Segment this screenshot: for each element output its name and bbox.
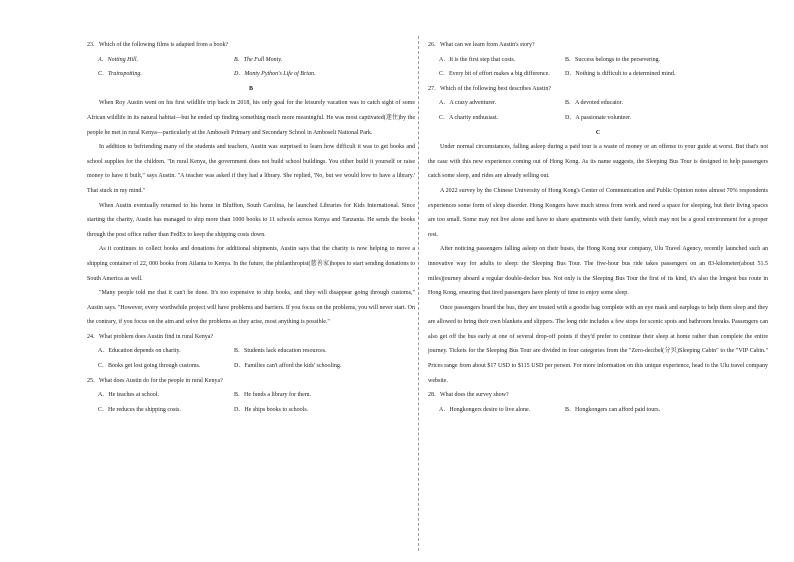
option-row xyxy=(87,67,415,82)
question-stem: 23．Which of the following films is adapted from a book? xyxy=(87,42,229,48)
question-stem: 27．Which of the following best describes Austin? xyxy=(428,85,551,92)
paragraph: When Austin eventually returned to his home in Bluffton, South Carolina, he launched Libraries for Kids International. Since starting the charity, Austin has managed to ship more than 1000 books to 11 schools across Kenya and Tanzania. He sends the books through the post office rather than FedEx to keep the shipping costs down. xyxy=(87,202,415,238)
option-a: A．He teaches at school. xyxy=(98,392,159,399)
question-stem: 24．What problem does Austin find in rural Kenya? xyxy=(87,333,214,340)
option-c: C．Books get lost going through customs. xyxy=(98,363,201,370)
right-column xyxy=(428,38,768,417)
question-26 xyxy=(428,38,768,82)
option-a: A．Education depends on charity. xyxy=(98,348,181,355)
option-row xyxy=(87,53,415,68)
option-c: C．He reduces the shipping costs. xyxy=(98,406,181,413)
paragraph: Once passengers board the bus, they are treated with a goodie bag complete with an eye mask and earplugs to help them sleep and they are allowed to bring their own blankets and slippers. The long ride includes a few stops for scenic spots and bathroom breaks. Passengers can also get off the bus early at one of several drop-off points if they'd prefer to continue their sleep at home rather than complete the entire journey. Tickets for the Sleeping Bus Tour are divided in four categories from the "Zero-decibel(分贝)Sleeping Cabin" to the "VIP Cabin." Prices range from about $17 USD to $115 USD per person. For more information on this unique experience, head to the Ulu travel company website. xyxy=(428,304,768,384)
option-row xyxy=(87,359,415,374)
option-row xyxy=(428,53,768,68)
option-d: D．Monty Python's Life of Brian. xyxy=(234,71,316,78)
option-row xyxy=(428,403,768,418)
question-24 xyxy=(87,330,415,374)
paragraph: After noticing passengers falling asleep on their buses, the Hong Kong tour company, Ulu Travel Agency, recently launched such an innovative way for adults to sleep: the Sleeping Bus Tour. The five-hour bus ride takes passengers on an 83-kilometer(about 51.5 miles)journey aboard a regular double-decker bus. Not only is the Sleeping Bus Tour the first of its kind, it's also the longest bus route in Hong Kong, ensuring that tired passengers have plenty of time to enjoy some sleep. xyxy=(428,246,768,297)
paragraph: A 2022 survey by the Chinese University of Hong Kong's Center of Communication and Public Opinion notes almost 70% respondents experiences some form of sleep disorder. Hong Kongers have much stress from work and need a space for sleeping, but their living spaces are too small. Some may not live alone and have to share apartments with their family, which may not be a good environment for a proper rest. xyxy=(428,187,768,238)
option-c: C．A charity enthusiast. xyxy=(439,114,499,121)
option-b: B．The Full Monty. xyxy=(234,56,283,63)
option-b: B．A devoted educator. xyxy=(565,100,623,107)
option-a: A．A crazy adventurer. xyxy=(439,100,497,107)
left-column xyxy=(87,38,415,417)
option-d: D．A passionate volunteer. xyxy=(565,114,632,121)
option-b: B．He funds a library for them. xyxy=(234,392,311,399)
column-divider xyxy=(418,36,419,551)
section-heading-c: C xyxy=(595,129,601,136)
section-heading-b: B xyxy=(248,85,253,92)
option-a: A．Hongkongers desire to live alone. xyxy=(439,406,531,413)
option-row xyxy=(87,344,415,359)
option-a: A．It is the first step that costs. xyxy=(439,56,516,63)
question-27 xyxy=(428,82,768,126)
question-25 xyxy=(87,374,415,418)
passage-c xyxy=(428,140,768,388)
option-b: B．Success belongs to the persevering. xyxy=(565,56,661,63)
question-28 xyxy=(428,388,768,417)
option-row xyxy=(87,403,415,418)
option-b: B．Students lack education resources. xyxy=(234,348,327,355)
paragraph: In addition to befriending many of the students and teachers, Austin was surprised to learn how difficult it was to get books and school supplies for the children. "In rural Kenya, the government does not build school buildings. You either build it yourself or raise money to have it built," says Austin. "A teacher was asked if they had a library. She replied, 'No, but we would love to have a library.' That stuck in my mind." xyxy=(87,144,415,194)
paragraph: Under normal circumstances, falling asleep during a paid tour is a waste of money or an offense to your guide at worst. But that's not the case with this new experience coming out of Hong Kong. As its name suggests, the Sleeping Bus Tour is designed to help passengers catch some sleep, and rides are already selling out. xyxy=(428,144,768,180)
paragraph: When Roy Austin went on his first wildlife trip back in 2018, his only goal for the leisurely vacation was to catch sight of some African wildlife in its natural habitat—but he ended up finding something much more meaningful. He was most captivated(迷住)by the people he met in rural Kenya—particularly at the Amboseli Primary and Secondary School in Amboseli National Park. xyxy=(87,100,415,136)
question-23 xyxy=(87,38,415,82)
option-c: C．Every bit of effort makes a big difference. xyxy=(439,71,550,78)
passage-b xyxy=(87,96,415,330)
option-d: D．Nothing is difficult to a determined mind. xyxy=(565,71,676,78)
option-a: A．Notting Hill. xyxy=(98,56,139,63)
question-stem: 26．What can we learn from Austin's story? xyxy=(428,42,535,48)
option-row xyxy=(428,67,768,82)
question-stem: 25．What does Austin do for the people in rural Kenya? xyxy=(87,377,223,384)
option-c: C．Trainspotting. xyxy=(98,71,142,78)
option-d: D．He ships books to schools. xyxy=(234,406,309,413)
paragraph: "Many people told me that it can't be done. It's too expensive to ship books, and they will disappear going through customs," Austin says. "However, every worthwhile project will have problems and barriers. If you focus on the problems, you will never start. On the contrary, if you focus on the aim and solve the problems as they arise, most anything is possible." xyxy=(87,290,415,326)
option-row xyxy=(428,111,768,126)
option-row xyxy=(87,388,415,403)
paragraph: As it continues to collect books and donations for additional shipments, Austin says that the charity is now helping to move a shipping container of 22, 000 books from Atlanta to Kenya. In the future, the philanthropist(慈善家)hopes to start sending donations to South America as well. xyxy=(87,246,415,282)
option-b: B．Hongkongers can afford paid tours. xyxy=(565,406,661,413)
question-stem: 28．What does the survey show? xyxy=(428,392,509,399)
option-d: D．Families can't afford the kids' schooling. xyxy=(234,363,342,370)
option-row xyxy=(428,96,768,111)
